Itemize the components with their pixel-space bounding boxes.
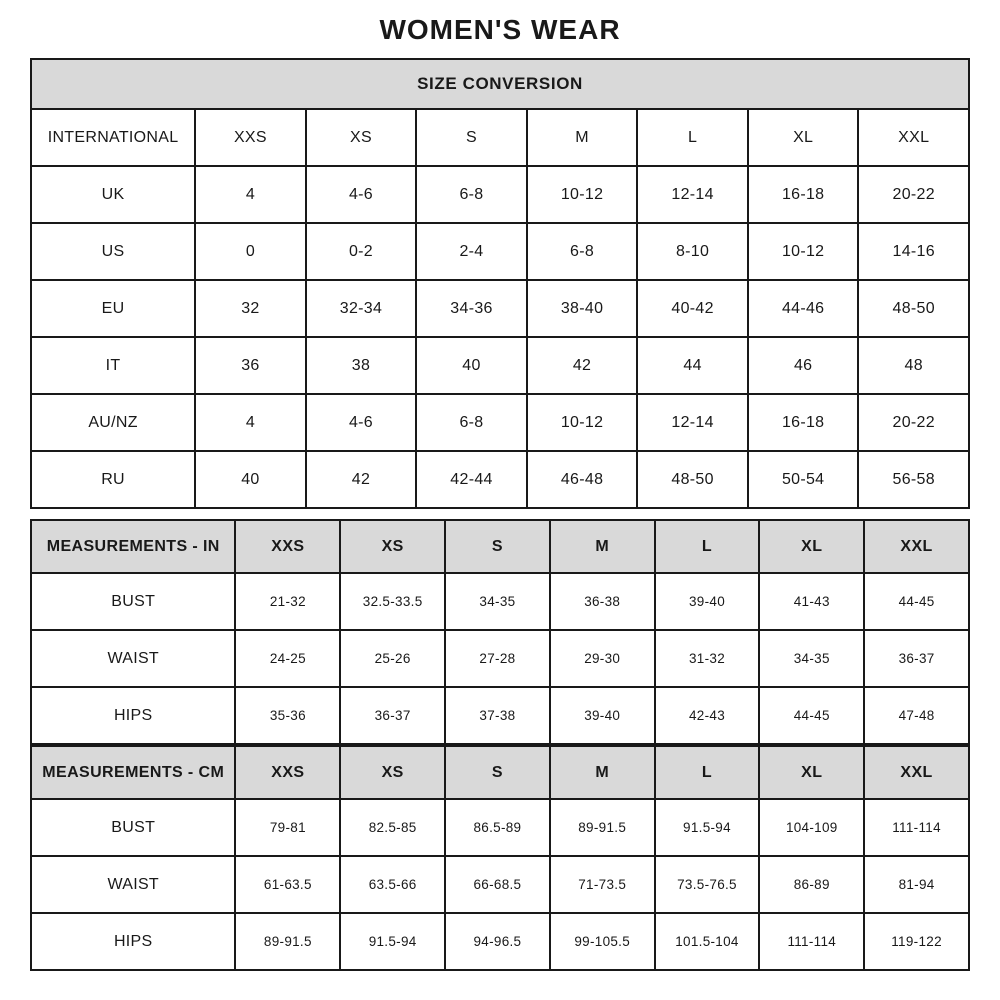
table-cell: 41-43	[759, 573, 864, 630]
column-header: XL	[759, 746, 864, 799]
column-header: L	[637, 109, 748, 166]
table-cell: 39-40	[550, 687, 655, 744]
table-cell: 39-40	[655, 573, 760, 630]
table-cell: 42-43	[655, 687, 760, 744]
table-row	[31, 280, 969, 337]
column-header-row	[31, 109, 969, 166]
table-cell: 99-105.5	[550, 913, 655, 970]
table-cell: 66-68.5	[445, 856, 550, 913]
table-cell: 2-4	[416, 223, 527, 280]
table-cell: 12-14	[637, 394, 748, 451]
table-cell: 46	[748, 337, 859, 394]
table-cell: 119-122	[864, 913, 969, 970]
column-header: L	[655, 520, 760, 573]
table-cell: 86.5-89	[445, 799, 550, 856]
row-label: EU	[31, 280, 195, 337]
table-cell: 47-48	[864, 687, 969, 744]
measurements-in-table	[30, 519, 970, 745]
table-cell: 8-10	[637, 223, 748, 280]
table-cell: 91.5-94	[340, 913, 445, 970]
table-cell: 31-32	[655, 630, 760, 687]
table-row	[31, 394, 969, 451]
column-header: M	[527, 109, 638, 166]
table-row	[31, 913, 969, 970]
table-cell: 81-94	[864, 856, 969, 913]
table-cell: 111-114	[759, 913, 864, 970]
table-cell: 16-18	[748, 166, 859, 223]
table-cell: 0-2	[306, 223, 417, 280]
table-cell: 50-54	[748, 451, 859, 508]
column-header: XXS	[195, 109, 306, 166]
column-header: S	[445, 520, 550, 573]
table-cell: 44-45	[864, 573, 969, 630]
table-cell: 40-42	[637, 280, 748, 337]
table-cell: 89-91.5	[550, 799, 655, 856]
column-header: L	[655, 746, 760, 799]
table-cell: 91.5-94	[655, 799, 760, 856]
table-cell: 82.5-85	[340, 799, 445, 856]
table-cell: 42-44	[416, 451, 527, 508]
table-cell: 32.5-33.5	[340, 573, 445, 630]
table-cell: 42	[306, 451, 417, 508]
column-header: XS	[340, 746, 445, 799]
table-row	[31, 856, 969, 913]
column-header: XXL	[858, 109, 969, 166]
table-cell: 32	[195, 280, 306, 337]
row-label: BUST	[31, 799, 235, 856]
table-cell: 21-32	[235, 573, 340, 630]
column-header: XS	[306, 109, 417, 166]
table-cell: 44-46	[748, 280, 859, 337]
table-cell: 46-48	[527, 451, 638, 508]
table-cell: 35-36	[235, 687, 340, 744]
row-label: HIPS	[31, 687, 235, 744]
table-cell: 27-28	[445, 630, 550, 687]
table-cell: 48-50	[637, 451, 748, 508]
table-cell: 44	[637, 337, 748, 394]
column-header-row	[31, 520, 969, 573]
table-cell: 56-58	[858, 451, 969, 508]
row-label: WAIST	[31, 856, 235, 913]
table-cell: 48	[858, 337, 969, 394]
table-cell: 94-96.5	[445, 913, 550, 970]
table-cell: 6-8	[416, 166, 527, 223]
row-label: RU	[31, 451, 195, 508]
table-cell: 38	[306, 337, 417, 394]
row-label: UK	[31, 166, 195, 223]
table-cell: 25-26	[340, 630, 445, 687]
row-label: AU/NZ	[31, 394, 195, 451]
table-cell: 32-34	[306, 280, 417, 337]
table-cell: 29-30	[550, 630, 655, 687]
table-cell: 10-12	[748, 223, 859, 280]
table-row	[31, 799, 969, 856]
table-cell: 34-35	[445, 573, 550, 630]
column-header: XL	[748, 109, 859, 166]
column-header: S	[445, 746, 550, 799]
row-label: IT	[31, 337, 195, 394]
table-title: MEASUREMENTS - IN	[31, 520, 235, 573]
row-label: WAIST	[31, 630, 235, 687]
table-cell: 71-73.5	[550, 856, 655, 913]
column-header: INTERNATIONAL	[31, 109, 195, 166]
column-header: S	[416, 109, 527, 166]
table-cell: 104-109	[759, 799, 864, 856]
table-cell: 34-36	[416, 280, 527, 337]
column-header: XXS	[235, 746, 340, 799]
column-header: M	[550, 746, 655, 799]
table-row	[31, 166, 969, 223]
column-header: XXS	[235, 520, 340, 573]
table-row	[31, 687, 969, 744]
column-header: XXL	[864, 520, 969, 573]
table-cell: 111-114	[864, 799, 969, 856]
table-cell: 79-81	[235, 799, 340, 856]
row-label: BUST	[31, 573, 235, 630]
table-cell: 38-40	[527, 280, 638, 337]
column-header-row	[31, 746, 969, 799]
table-cell: 4-6	[306, 166, 417, 223]
table-cell: 36-38	[550, 573, 655, 630]
table-cell: 4	[195, 166, 306, 223]
table-cell: 89-91.5	[235, 913, 340, 970]
row-label: US	[31, 223, 195, 280]
table-cell: 6-8	[527, 223, 638, 280]
table-row	[31, 630, 969, 687]
table-title: SIZE CONVERSION	[31, 59, 969, 109]
table-cell: 6-8	[416, 394, 527, 451]
table-cell: 73.5-76.5	[655, 856, 760, 913]
table-cell: 4	[195, 394, 306, 451]
table-cell: 40	[195, 451, 306, 508]
column-header: XXL	[864, 746, 969, 799]
table-row	[31, 223, 969, 280]
table-cell: 48-50	[858, 280, 969, 337]
table-cell: 63.5-66	[340, 856, 445, 913]
table-cell: 44-45	[759, 687, 864, 744]
table-cell: 101.5-104	[655, 913, 760, 970]
table-cell: 0	[195, 223, 306, 280]
table-cell: 42	[527, 337, 638, 394]
table-cell: 10-12	[527, 166, 638, 223]
table-cell: 40	[416, 337, 527, 394]
table-cell: 86-89	[759, 856, 864, 913]
table-cell: 37-38	[445, 687, 550, 744]
page-title: WOMEN'S WEAR	[379, 14, 621, 45]
table-row	[31, 337, 969, 394]
table-cell: 20-22	[858, 166, 969, 223]
row-label: HIPS	[31, 913, 235, 970]
table-cell: 36-37	[340, 687, 445, 744]
table-cell: 16-18	[748, 394, 859, 451]
table-cell: 14-16	[858, 223, 969, 280]
table-row	[31, 451, 969, 508]
table-cell: 36-37	[864, 630, 969, 687]
size-conversion-table	[30, 58, 970, 509]
table-cell: 12-14	[637, 166, 748, 223]
table-row	[31, 573, 969, 630]
table-cell: 36	[195, 337, 306, 394]
table-cell: 61-63.5	[235, 856, 340, 913]
column-header: XS	[340, 520, 445, 573]
measurements-cm-table	[30, 745, 970, 971]
table-title: MEASUREMENTS - CM	[31, 746, 235, 799]
table-cell: 4-6	[306, 394, 417, 451]
table-cell: 24-25	[235, 630, 340, 687]
table-cell: 10-12	[527, 394, 638, 451]
table-cell: 34-35	[759, 630, 864, 687]
table-title-row	[31, 59, 969, 109]
column-header: XL	[759, 520, 864, 573]
column-header: M	[550, 520, 655, 573]
table-cell: 20-22	[858, 394, 969, 451]
